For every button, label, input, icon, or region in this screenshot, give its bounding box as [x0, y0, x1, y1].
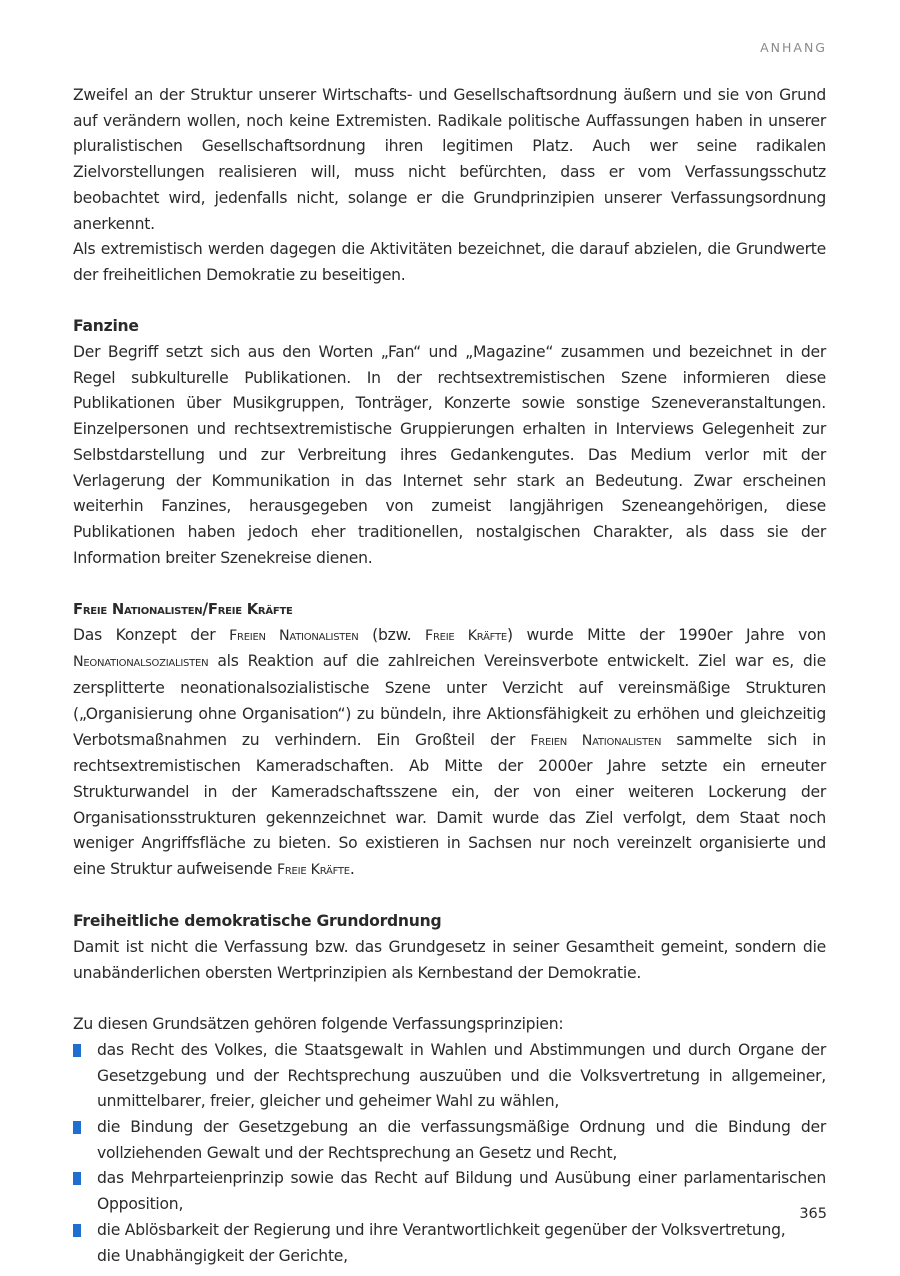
small-caps-term: Freien Nationalisten	[530, 732, 662, 749]
small-caps-term: Freien Nationalisten	[229, 627, 359, 644]
small-caps-term: Freie Kräfte	[276, 862, 350, 879]
spacer	[73, 987, 826, 1013]
list-item-text: die Ablösbarkeit der Regierung und ihre Verantwortlichkeit gegenüber der Volksvertretung,	[97, 1220, 786, 1239]
heading-part-b: Freie Kräfte	[207, 601, 293, 619]
principles-list	[73, 1038, 826, 1269]
text-run: sammelte sich in rechtsextremistischen Kameradschaften. Ab Mitte der 2000er Jahre setzte ein erneuter Strukturwandel in der Kameradschaftsszene ein, der von einer weiteren Lockerung der Organisationsstrukturen gekennzeichnet war. Damit wurde das Ziel verfolgt, dem Staat noch weniger Angriffsfläche zu bieten. So existieren in Sachsen nur noch vereinzelt organisierte und eine Struktur aufweisende	[73, 730, 826, 879]
small-caps-term: Freie Kräfte	[425, 627, 507, 644]
fanzine-text: Der Begriff setzt sich aus den Worten „Fan“ und „Magazine“ zusammen und bezeichnet in der Regel subkulturelle Publikationen. In der rechtsextremistischen Szene informieren diese Publikationen über Musikgruppen, Tonträger, Konzerte sowie sonstige Szeneveranstaltungen. Einzelpersonen und rechtsextremistische Gruppierungen erhalten in Interviews Gelegenheit zur Selbstdarstellung und zur Verbreitung ihres Gedankengutes. Das Medium verlor mit der Verlagerung der Kommunikation in das Internet sehr stark an Bedeutung. Zwar erscheinen weiterhin Fanzines, herausgegeben von zumeist langjährigen Szeneangehörigen, diese Publikationen haben jedoch eher traditionellen, nostalgischen Charakter, als dass sie der Information breiter Szenekreise dienen.	[73, 343, 826, 567]
heading-fanzine: Fanzine	[73, 317, 139, 336]
text-run: Das Konzept der	[73, 625, 230, 644]
heading-freie-nationalisten	[73, 597, 826, 623]
list-item	[73, 1166, 826, 1217]
square-bullet-icon	[73, 1224, 81, 1237]
square-bullet-icon	[73, 1121, 81, 1134]
list-item	[73, 1115, 826, 1166]
intro-paragraph-2: Als extremistisch werden dagegen die Aktivitäten bezeichnet, die darauf abzielen, die Grundwerte der freiheitlichen Demokratie zu beseitigen.	[73, 240, 826, 284]
list-item-text: die Unabhängigkeit der Gerichte,	[97, 1246, 348, 1265]
section-fanzine	[73, 314, 826, 571]
page-number: 365	[799, 1206, 827, 1222]
freie-nationalisten-text	[73, 623, 826, 884]
intro-paragraph-1: Zweifel an der Struktur unserer Wirtschafts- und Gesellschaftsordnung äußern und sie von Grund auf verändern wollen, noch keine Extremisten. Radikale politische Auffassungen haben in unserer pluralistischen Gesellschaftsordnung ihren legitimen Platz. Auch wer seine radikalen Zielvorstellungen realisieren will, muss nicht befürchten, dass er vom Verfassungsschutz beobachtet wird, jedenfalls nicht, solange er die Grundprinzipien unserer Verfassungsordnung anerkennt.	[73, 86, 826, 233]
text-run: als Reaktion auf die zahlreichen Vereinsverbote entwickelt. Ziel war es, die zersplitterte neonationalsozialistische Szene unter Verzicht auf vereinsmäßige Strukturen („Organisierung ohne Organisation“) zu bündeln, ihre Aktionsfähigkeit zu erhöhen und gleichzeitig Verbotsmaßnahmen zu verhindern. Ein Großteil der	[73, 652, 826, 749]
heading-fdgo: Freiheitliche demokratische Grundordnung	[73, 912, 442, 931]
text-run: .	[349, 860, 355, 879]
section-fdgo	[73, 909, 826, 1269]
fdgo-text: Damit ist nicht die Verfassung bzw. das Grundgesetz in seiner Gesamtheit gemeint, sondern die unabänderlichen obersten Wertprinzipien als Kernbestand der Demokratie.	[73, 938, 826, 982]
square-bullet-icon	[73, 1044, 81, 1057]
list-item-text: das Mehrparteienprinzip sowie das Recht auf Bildung und Ausübung einer parlamentarischen Opposition,	[97, 1169, 826, 1214]
list-item-continuation	[73, 1244, 826, 1270]
list-item-text: die Bindung der Gesetzgebung an die verfassungsmäßige Ordnung und die Bindung der vollziehenden Gewalt und der Rechtsprechung an Gesetz und Recht,	[97, 1118, 826, 1162]
section-freie-nationalisten	[73, 597, 826, 884]
list-item-text: das Recht des Volkes, die Staatsgewalt in Wahlen und Abstimmungen und durch Organe der Gesetzgebung und der Rechtsprechung auszuüben und die Volksvertretung in allgemeiner, unmittelbarer, freier, gleicher und geheimer Wahl zu wählen,	[97, 1040, 826, 1111]
list-item	[73, 1038, 826, 1115]
page-content	[73, 83, 826, 1269]
small-caps-term: Neonationalsozialisten	[73, 654, 209, 671]
running-head: ANHANG	[760, 40, 827, 55]
fdgo-list-intro: Zu diesen Grundsätzen gehören folgende Verfassungsprinzipien:	[73, 1015, 564, 1034]
square-bullet-icon	[73, 1172, 81, 1185]
list-item	[73, 1218, 826, 1244]
text-run: (bzw.	[358, 625, 426, 644]
heading-part-a: Freie Nationalisten	[73, 601, 203, 619]
text-run: ) wurde Mitte der 1990er Jahre von	[506, 625, 826, 644]
heading-separator: /	[202, 600, 208, 619]
